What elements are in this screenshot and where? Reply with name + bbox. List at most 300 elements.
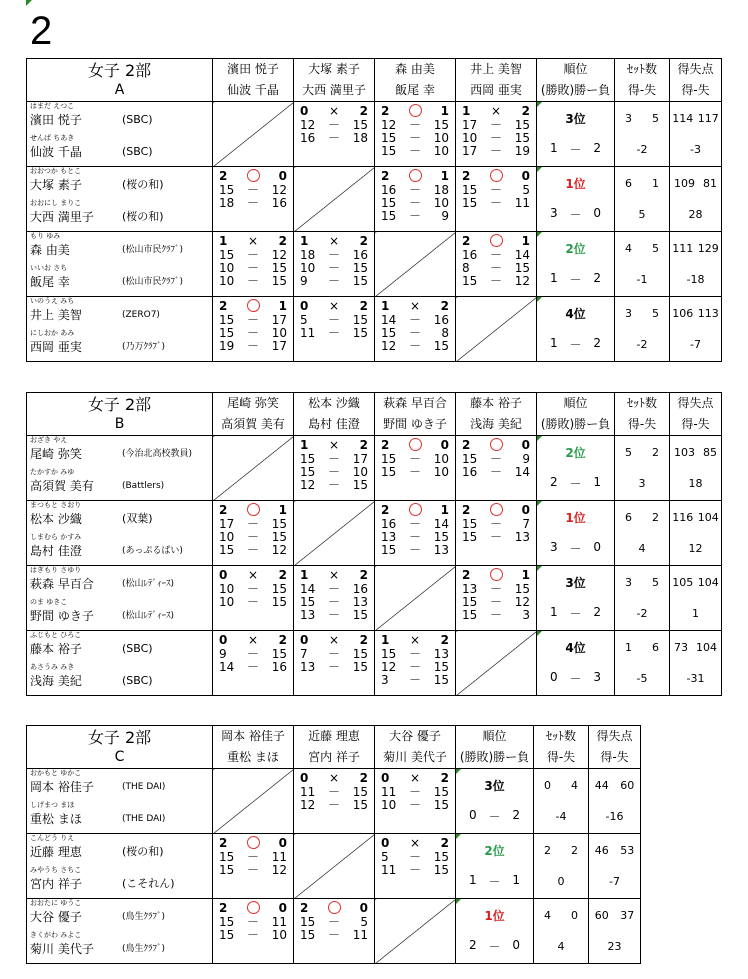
game-score-opp: 16 [433,313,450,327]
match-sets-lost: 1 [440,169,450,183]
opponent-header [294,59,375,102]
rank-position: 3位 [565,112,586,126]
game-score-opp: 17 [271,313,288,327]
game-score-opp: 15 [433,673,450,687]
sets-cell [615,501,670,566]
match-sets-won: 0 [300,104,309,118]
game-score-own: 17 [462,144,478,158]
rank-header-sub: (勝敗)勝ー負 [540,83,611,97]
game-score-own: 14 [219,660,235,674]
game-score-opp: 15 [352,274,369,288]
match-wins: 1 [550,336,558,350]
sets-header-sub: 得-失 [546,750,576,764]
player2-name: 菊川 美代子 [30,942,94,956]
player2-club: (SBC) [122,145,153,158]
game-score-own: 15 [381,543,397,557]
opponent-header-name1: 濱田 悦子 [227,62,279,76]
win-circle-icon [490,568,503,581]
loss-cross-icon: × [328,568,340,582]
points-diff: -31 [686,672,705,685]
game-score-own: 11 [300,326,316,340]
points-header-sub: 得-失 [681,417,710,431]
game-score-own: 16 [381,517,397,531]
game-score-own: 15 [219,248,235,262]
block-title: 女子 2部 [87,395,152,414]
points-header-label: 得失点 [677,62,714,76]
match-sets-won: 2 [219,836,228,850]
match-sets-won: 2 [462,568,471,582]
table-row [27,102,722,167]
points-won: 105 [672,576,694,589]
game-score-own: 8 [462,261,470,275]
points-lost: 113 [697,307,719,320]
points-won: 44 [594,779,609,792]
game-score-own: 12 [300,798,316,812]
sets-won: 3 [625,307,632,320]
game-score-opp: 15 [271,530,288,544]
opponent-header-name1: 松本 沙織 [308,396,360,410]
rank-cell: 2位 1 － 2 [537,232,615,297]
player2-ruby: しまむら かすみ [30,533,82,541]
points-lost: 104 [697,511,719,524]
sets-cell [615,566,670,631]
game-score-opp: 5 [360,915,369,929]
rank-header [537,59,615,102]
sets-lost: 2 [652,511,659,524]
player2-ruby: せんば ちあき [30,134,75,142]
match-result-cell: 0 × 2 11 － 15 10 － 15 [375,769,456,834]
opponent-header [213,59,294,102]
sets-won: 6 [625,177,632,190]
match-sets-won: 1 [300,234,309,248]
match-sets-lost: 1 [278,299,288,313]
points-diff: -7 [609,875,620,888]
match-sets-won: 2 [462,438,471,452]
game-score-opp: 9 [441,209,450,223]
player2-name: 野間 ゆき子 [30,609,94,623]
match-sets-lost: 0 [278,836,288,850]
game-score-own: 15 [381,144,397,158]
rank-cell: 1位 3 － 0 [537,167,615,232]
match-result-cell: 2 0 15 － 9 16 － 14 [456,436,537,501]
loss-cross-icon: × [328,234,340,248]
loss-cross-icon: × [328,633,340,647]
player-pair-cell [27,501,213,566]
game-score-own: 12 [381,118,397,132]
game-score-own: 15 [381,452,397,466]
points-won: 73 [674,641,688,654]
table-row [27,566,722,631]
win-circle-icon [328,901,341,914]
player1-name: 井上 美智 [30,308,82,322]
game-score-opp: 10 [433,452,450,466]
player2-name: 大西 満里子 [30,210,94,224]
match-wins: 2 [469,938,477,952]
match-result-cell: 2 0 15 － 5 15 － 11 [456,167,537,232]
opponent-header [294,393,375,436]
player-pair-cell [27,566,213,631]
cell-marker [456,834,461,839]
game-score-opp: 10 [433,144,450,158]
game-score-opp: 15 [271,647,288,661]
match-wins: 2 [550,475,558,489]
match-sets-won: 0 [300,771,309,785]
rank-cell: 1位 2 － 0 [456,899,534,964]
match-result-cell: 0 × 2 11 － 15 12 － 15 [294,769,375,834]
player1-club: (SBC) [122,113,153,126]
points-cell [589,834,641,899]
table-row [27,834,641,899]
game-score-own: 15 [219,543,235,557]
match-sets-won: 0 [219,568,228,582]
win-circle-icon [490,169,503,182]
player2-ruby: にしおか あみ [30,329,75,337]
cell-marker [537,631,542,636]
cell-marker [537,566,542,571]
rank-cell: 3位 0 － 2 [456,769,534,834]
game-score-opp: 15 [433,339,450,353]
loss-cross-icon: × [328,771,340,785]
match-sets-won: 2 [300,901,309,915]
points-header-label: 得失点 [596,729,633,743]
opponent-header-name1: 萩森 早百合 [383,396,447,410]
rank-position: 2位 [484,844,505,858]
opponent-header [375,393,456,436]
game-score-own: 10 [219,582,235,596]
match-sets-lost: 1 [521,568,531,582]
player1-ruby: いのうえ みち [30,297,75,305]
game-score-own: 15 [462,274,478,288]
game-score-own: 15 [219,915,235,929]
match-result-cell: 1 × 2 18 － 16 10 － 15 9 － 15 [294,232,375,297]
sets-header [534,726,589,769]
rank-position: 3位 [484,779,505,793]
match-sets-won: 0 [219,633,228,647]
match-result-cell: 0 × 2 12 － 15 16 － 18 [294,102,375,167]
game-score-opp: 18 [433,183,450,197]
match-sets-won: 0 [381,836,390,850]
game-score-own: 11 [300,785,316,799]
player1-ruby: おおつか もとこ [30,167,82,175]
player2-club: (SBC) [122,674,153,687]
points-lost: 60 [620,779,635,792]
points-won: 114 [672,112,694,125]
opponent-header [375,726,456,769]
match-losses: 2 [512,808,520,822]
points-diff: -3 [690,143,701,156]
match-sets-won: 2 [381,169,390,183]
sets-header-sub: 得-失 [627,83,657,97]
points-lost: 85 [703,446,717,459]
player-pair-cell [27,769,213,834]
player1-ruby: おざき やえ [30,436,68,444]
points-won: 106 [672,307,694,320]
match-sets-lost: 0 [440,438,450,452]
player1-club: (SBC) [122,642,153,655]
sets-won: 5 [625,446,632,459]
game-score-own: 13 [381,530,397,544]
match-sets-lost: 0 [278,901,288,915]
player1-club: (松山市民ｸﾗﾌﾞ) [122,245,184,255]
win-circle-icon [409,503,422,516]
player1-club: (ZERO7) [122,310,160,320]
sets-header-sub: 得-失 [627,417,657,431]
match-sets-lost: 2 [440,771,450,785]
loss-cross-icon: × [490,104,502,118]
match-result-cell: 2 0 15 － 11 15 － 10 [213,899,294,964]
points-lost: 104 [696,641,717,654]
game-score-opp: 10 [271,326,288,340]
points-cell [589,769,641,834]
game-score-opp: 15 [352,660,369,674]
match-sets-won: 0 [300,633,309,647]
sets-lost: 0 [571,909,578,922]
game-score-opp: 14 [514,465,531,479]
game-score-own: 14 [381,313,397,327]
player1-name: 森 由美 [30,243,70,257]
rank-position: 2位 [565,446,586,460]
points-diff: 28 [688,208,703,221]
player2-name: 重松 まほ [30,812,82,826]
sets-header-label: ｾｯﾄ数 [626,396,657,410]
game-score-opp: 17 [271,339,288,353]
game-score-opp: 12 [514,274,531,288]
match-sets-won: 2 [462,169,471,183]
match-losses: 3 [593,670,601,684]
game-score-opp: 15 [271,517,288,531]
match-sets-lost: 2 [278,568,288,582]
sets-cell [615,102,670,167]
match-sets-lost: 0 [521,438,531,452]
game-score-own: 15 [462,183,478,197]
opponent-header-name2: 島村 佳澄 [308,417,360,431]
points-header [670,59,722,102]
game-score-opp: 13 [433,647,450,661]
game-score-own: 16 [462,248,478,262]
block-label: C [114,749,125,765]
sets-diff: -5 [636,672,648,685]
game-score-own: 10 [219,274,235,288]
game-score-opp: 5 [522,183,531,197]
match-result-cell: 1 × 2 15 － 13 12 － 15 3 － 15 [375,631,456,696]
sets-lost: 5 [652,112,659,125]
player-pair-cell [27,834,213,899]
player1-ruby: はまだ えつこ [30,102,75,110]
match-sets-won: 1 [219,234,228,248]
game-score-opp: 15 [271,261,288,275]
game-score-opp: 18 [352,131,369,145]
rank-header [537,393,615,436]
points-diff: 18 [688,477,703,490]
game-score-opp: 15 [271,595,288,609]
opponent-header [213,393,294,436]
loss-cross-icon: × [328,104,340,118]
game-score-opp: 11 [352,928,369,942]
rank-header-sub: (勝敗)勝ー負 [540,417,611,431]
game-score-own: 15 [219,850,235,864]
table-row [27,631,722,696]
game-score-own: 10 [381,798,397,812]
game-score-opp: 13 [433,543,450,557]
opponent-header-name1: 近藤 理恵 [308,729,360,743]
page-number: 2 [30,9,53,53]
game-score-own: 17 [219,517,235,531]
sets-won: 2 [544,844,551,857]
match-sets-lost: 2 [359,438,369,452]
loss-cross-icon: × [328,438,340,452]
match-result-cell: 0 × 2 10 － 15 10 － 15 [213,566,294,631]
block-title-cell [27,726,213,769]
table-row [27,899,641,964]
points-diff: -7 [690,338,701,351]
game-score-own: 10 [300,261,316,275]
table-row [27,232,722,297]
self-match-cell [213,436,294,501]
rank-cell: 2位 1 － 1 [456,834,534,899]
sets-header [615,393,670,436]
sets-diff: 3 [638,477,646,490]
player-pair-cell [27,631,213,696]
opponent-header-name2: 宮内 祥子 [308,750,360,764]
player2-ruby: あさうみ みき [30,663,75,671]
match-losses: 2 [593,605,601,619]
self-match-cell [213,102,294,167]
player1-club: (THE DAI) [122,782,166,792]
match-sets-lost: 0 [521,503,531,517]
opponent-header [375,59,456,102]
match-result-cell: 1 × 2 14 － 16 15 － 13 13 － 15 [294,566,375,631]
self-match-cell [294,834,375,899]
self-match-cell [375,899,456,964]
win-circle-icon [409,104,422,117]
sets-won: 0 [544,779,551,792]
match-sets-won: 2 [219,901,228,915]
cell-marker [456,769,461,774]
game-score-opp: 13 [514,530,531,544]
match-sets-lost: 2 [359,633,369,647]
points-lost: 37 [620,909,635,922]
match-losses: 0 [512,938,520,952]
game-score-opp: 15 [433,850,450,864]
match-sets-lost: 0 [278,169,288,183]
match-sets-won: 2 [381,104,390,118]
player1-ruby: ふじもと ひろこ [30,631,82,639]
sets-diff: 0 [557,875,565,888]
match-sets-lost: 0 [359,901,369,915]
game-score-own: 17 [462,118,478,132]
player1-ruby: もり ゆみ [30,232,61,240]
sets-won: 3 [625,112,632,125]
points-cell [670,297,722,362]
match-losses: 2 [593,336,601,350]
game-score-own: 13 [300,660,316,674]
game-score-opp: 19 [514,144,531,158]
points-diff: 23 [607,940,622,953]
win-circle-icon [247,836,260,849]
points-header-sub: 得-失 [600,750,629,764]
match-result-cell: 2 1 13 － 15 15 － 12 15 － 3 [456,566,537,631]
game-score-opp: 16 [271,196,288,210]
opponent-header [456,393,537,436]
opponent-header-name1: 井上 美智 [470,62,522,76]
match-sets-won: 1 [462,104,471,118]
game-score-opp: 12 [271,248,288,262]
game-score-opp: 10 [271,928,288,942]
rank-cell: 1位 3 － 0 [537,501,615,566]
sets-diff: -2 [636,338,648,351]
game-score-opp: 14 [514,248,531,262]
player1-name: 大塚 素子 [30,178,82,192]
game-score-opp: 15 [352,647,369,661]
game-score-own: 15 [462,530,478,544]
loss-cross-icon: × [409,836,421,850]
sets-won: 4 [625,242,632,255]
cell-marker [537,102,542,107]
game-score-own: 15 [462,196,478,210]
opponent-header-name2: 重松 まほ [227,750,279,764]
cell-marker [537,167,542,172]
player2-club: (Battlers) [122,481,165,491]
opponent-header-name2: 仙波 千晶 [227,83,279,97]
match-sets-won: 2 [219,299,228,313]
match-sets-lost: 2 [359,299,369,313]
player1-club: (今治北高校教員) [122,449,193,459]
player-pair-cell [27,102,213,167]
match-sets-lost: 2 [440,633,450,647]
sets-lost: 2 [652,446,659,459]
points-cell [670,167,722,232]
game-score-opp: 10 [433,465,450,479]
game-score-own: 15 [300,452,316,466]
points-cell [670,436,722,501]
sets-diff: 5 [638,208,646,221]
cell-marker [537,436,542,441]
rank-position: 3位 [565,576,586,590]
opponent-header-name1: 藤本 裕子 [470,396,522,410]
match-sets-won: 1 [381,633,390,647]
match-sets-lost: 2 [359,771,369,785]
points-header [670,393,722,436]
match-result-cell: 2 1 17 － 15 10 － 15 15 － 12 [213,501,294,566]
sets-lost: 1 [652,177,659,190]
game-score-own: 15 [219,313,235,327]
sets-lost: 5 [652,576,659,589]
game-score-opp: 15 [271,274,288,288]
game-score-own: 13 [462,582,478,596]
game-score-opp: 11 [271,915,288,929]
game-score-opp: 8 [441,326,450,340]
points-lost: 129 [697,242,719,255]
match-sets-won: 1 [381,299,390,313]
sets-diff: -1 [636,273,648,286]
game-score-opp: 15 [433,530,450,544]
game-score-own: 11 [381,785,397,799]
match-result-cell: 0 × 2 5 － 15 11 － 15 [375,834,456,899]
match-sets-lost: 2 [521,104,531,118]
player2-club: (桜の和) [122,210,164,223]
loss-cross-icon: × [409,633,421,647]
league-table-a [26,58,722,362]
game-score-opp: 12 [271,543,288,557]
points-cell [670,232,722,297]
cell-marker [537,297,542,302]
sets-cell [615,167,670,232]
block-label: B [114,416,125,432]
rank-header-label: 順位 [482,729,507,743]
game-score-opp: 15 [352,785,369,799]
block-title-cell [27,393,213,436]
game-score-own: 12 [381,339,397,353]
